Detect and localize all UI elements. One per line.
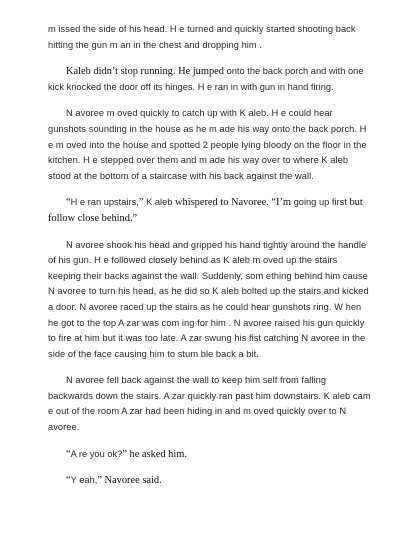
paragraph-8-open-quote: “: [66, 475, 71, 487]
paragraph-4-end: but follow close behind.”: [48, 197, 363, 224]
paragraph-4-narration: whispered to Navoree. “I’m: [175, 197, 294, 209]
paragraph-8-end: ” Navoree said.: [97, 475, 162, 487]
paragraph-4-dialogue-2: going up first: [293, 197, 347, 208]
paragraph-7-end: ” he asked him.: [122, 448, 187, 460]
paragraph-4: [48, 195, 372, 226]
paragraph-4-close-quote: ”: [138, 197, 147, 209]
paragraph-3: N avoree m oved quickly to catch up with K aleb. H e could hear gunshots sounding in the house as he m ade his way onto the back porch. H e m oved into the house and spotted 2 people lying bloody on the floor in the kitchen. H e stepped over them and m ade his way over to where K aleb stood at the bottom of a staircase with his back against the wall.: [48, 108, 367, 181]
paragraph-8-dialogue: Y eah,: [70, 475, 98, 486]
paragraph-6: N avoree fell back against the wall to keep him self from falling backwards down the stairs. A zar quickly ran past him downstairs. K aleb cam e out of the room A zar had been hiding in and m oved quickly over to N avoree.: [48, 375, 371, 433]
paragraph-2-sans-text: onto the back porch and with one kick knocked the door off its hinges. H e ran in with gun in hand firing.: [48, 66, 364, 92]
paragraph-4-open-quote: “: [66, 197, 71, 209]
paragraph-7-dialogue: A re you ok?: [70, 448, 123, 459]
paragraph-2: [48, 64, 372, 95]
paragraph-7-open-quote: “: [66, 448, 71, 460]
paragraph-4-dialogue: H e ran upstairs,: [70, 197, 139, 208]
paragraph-2-serif-text: Kaleb didn’t stop running. He jumped: [66, 66, 227, 78]
paragraph-4-speaker: K aleb: [146, 197, 176, 208]
paragraph-5: N avoree shook his head and gripped his hand tightly around the handle of his gun. H e followed closely behind as K aleb m oved up the stairs keeping their backs against the wall. Suddenly, som ething behind him cause N avoree to turn his head, as he did so K aleb bolted up the stairs and kicked a door. N avoree raced up the stairs as he could hear gunshots ring. W hen he got to the top A zar was com ing for him . N avoree raised his gun quickly to fire at him but it was too late. A zar swung his fist catching N avoree in the side of the face causing him to stum ble back a bit.: [48, 239, 369, 359]
paragraph-7: [48, 447, 372, 463]
paragraph-8: [48, 473, 372, 489]
paragraph-1: m issed the side of his head. H e turned and quickly started shooting back hitting the gun m an in the chest and dropping him .: [48, 24, 356, 50]
